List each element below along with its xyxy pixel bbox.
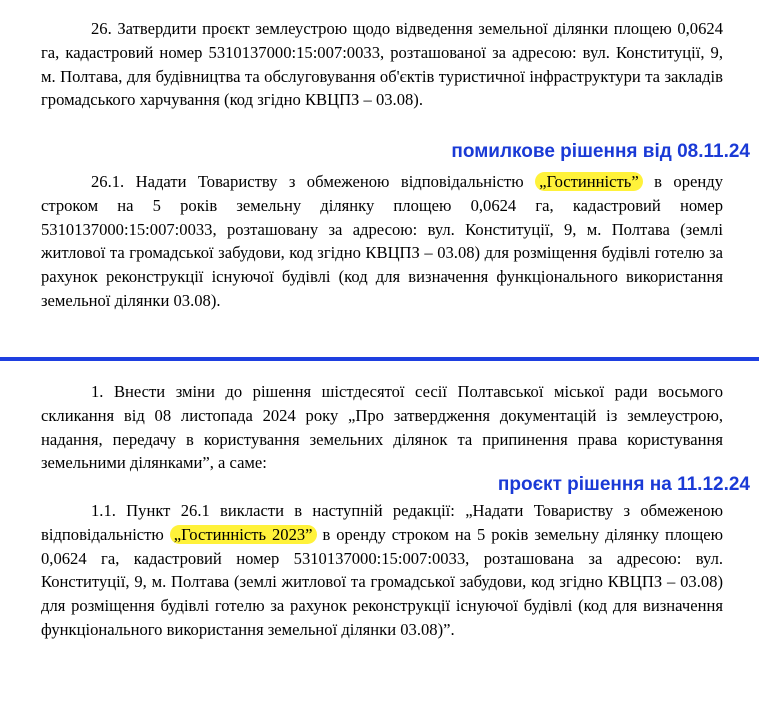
- paragraph-1-1-text-end: в оренду строком на 5 років земельну ділянку площею 0,0624 га, кадастровий номер 5310137000:15:007:0033, розташована за адресою: вул. Конституції, 9, м. Полтава (землі житлової та громадської забудови, код згідно КВЦПЗ – 03.08) для розміщення будівлі готелю за рахунок реконструкції існуючої будівлі (код для визначення функціонального використання земельної ділянки 03.08)”.: [41, 524, 723, 639]
- paragraph-1: [41, 380, 723, 475]
- paragraph-1-text: 1. Внести зміни до рішення шістдесятої сесії Полтавської міської ради восьмого скликання від 08 листопада 2024 року „Про затвердження документацій із землеустрою, надання, передачу в користування земельних ділянок та припинення права користування земельними ділянками”, а саме:: [41, 382, 723, 473]
- paragraph-1-1: [41, 499, 723, 642]
- paragraph-26-1: [41, 170, 723, 313]
- paragraph-26-1-text-start: 26.1. Надати Товариству з обмеженою відповідальністю: [91, 172, 536, 191]
- highlighted-company-name-2023: „Гостинність 2023”: [170, 525, 317, 544]
- section-divider: [0, 357, 759, 361]
- paragraph-26: [41, 17, 723, 112]
- paragraph-26-1-text-end: в оренду строком на 5 років земельну ділянку площею 0,0624 га, кадастровий номер 5310137000:15:007:0033, розташовану за адресою: вул. Конституції, 9, м. Полтава (землі житлової та громадської забудови, код згідно КВЦПЗ – 03.08) для розміщення будівлі готелю за рахунок реконструкції існуючої будівлі (код для визначення функціонального використання земельної ділянки 03.08).: [41, 172, 723, 310]
- draft-decision-label: проєкт рішення на 11.12.24: [497, 474, 750, 495]
- paragraph-26-text: 26. Затвердити проєкт землеустрою щодо відведення земельної ділянки площею 0,0624 га, кадастровий номер 5310137000:15:007:0033, розташованої за адресою: вул. Конституції, 9, м. Полтава, для будівництва та обслуговування об'єктів туристичної інфраструктури та закладів громадського харчування (код згідно КВЦПЗ – 03.08).: [41, 19, 723, 110]
- paragraph-1-1-text-start: 1.1. Пункт 26.1 викласти в наступній редакції: „Надати Товариству з обмеженою відповідальністю: [41, 501, 723, 544]
- highlighted-company-name: „Гостинність”: [535, 172, 643, 191]
- erroneous-decision-label: помилкове рішення від 08.11.24: [451, 141, 750, 162]
